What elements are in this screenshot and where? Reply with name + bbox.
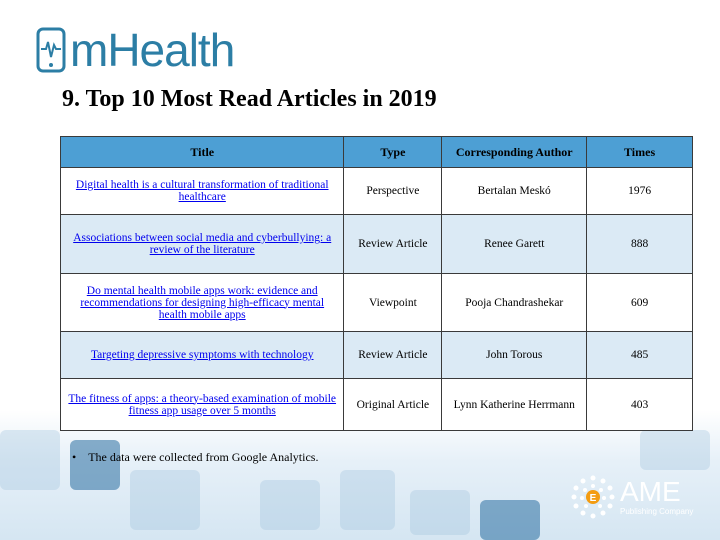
article-type: Viewpoint: [344, 274, 442, 332]
article-author: Pooja Chandrashekar: [442, 274, 587, 332]
article-type: Review Article: [344, 332, 442, 379]
publisher-subtitle: Publishing Company: [620, 507, 694, 516]
article-times: 888: [587, 215, 693, 274]
background-tile: [130, 470, 200, 530]
mhealth-logo: [36, 26, 234, 74]
background-tile: [410, 490, 470, 535]
article-title-cell: [61, 379, 344, 431]
bullet-glyph: •: [72, 450, 77, 464]
slide-title: 9. Top 10 Most Read Articles in 2019: [62, 86, 437, 112]
article-title-cell: [61, 168, 344, 215]
background-tile: [480, 500, 540, 540]
article-title-link[interactable]: Targeting depressive symptoms with technology: [90, 349, 314, 361]
article-title-cell: [61, 274, 344, 332]
background-tile: [260, 480, 320, 530]
column-header-type: Type: [344, 137, 442, 168]
ame-dots-icon: [570, 474, 616, 520]
svg-text:E: E: [589, 493, 597, 504]
article-title-link[interactable]: Digital health is a cultural transformation of traditional healthcare: [75, 179, 329, 203]
article-author: Bertalan Meskó: [442, 168, 587, 215]
column-header-title: Title: [61, 137, 344, 168]
column-header-author: Corresponding Author: [442, 137, 587, 168]
footnote-text: The data were collected from Google Analytics.: [88, 450, 319, 464]
article-type: Review Article: [344, 215, 442, 274]
article-title-cell: [61, 332, 344, 379]
table-row: [61, 168, 693, 215]
article-times: 403: [587, 379, 693, 431]
phone-heartbeat-icon: [36, 27, 66, 73]
article-type: Perspective: [344, 168, 442, 215]
article-title-link[interactable]: Do mental health mobile apps work: evidence and recommendations for designing high-efficacy mental health mobile apps: [80, 284, 325, 321]
background-tile: [0, 430, 60, 490]
article-times: 609: [587, 274, 693, 332]
table-row: [61, 332, 693, 379]
table-row: [61, 215, 693, 274]
background-tile: [70, 440, 120, 490]
table-row: [61, 379, 693, 431]
article-author: Renee Garett: [442, 215, 587, 274]
article-times: 485: [587, 332, 693, 379]
article-author: John Torous: [442, 332, 587, 379]
ame-logo: [570, 474, 693, 520]
background-tile: [640, 430, 710, 470]
article-type: Original Article: [344, 379, 442, 431]
table-row: [61, 274, 693, 332]
article-times: 1976: [587, 168, 693, 215]
article-title-link[interactable]: Associations between social media and cyberbullying: a review of the literature: [73, 232, 332, 256]
article-author: Lynn Katherine Herrmann: [442, 379, 587, 431]
column-header-times: Times: [587, 137, 693, 168]
table-header-row: [61, 137, 693, 168]
publisher-name: AME: [620, 476, 681, 507]
article-title-cell: [61, 215, 344, 274]
background-tile: [340, 470, 395, 530]
footnote: [72, 450, 318, 465]
articles-table: [60, 136, 693, 431]
article-title-link[interactable]: The fitness of apps: a theory-based examination of mobile fitness app usage over 5 months: [68, 392, 337, 417]
logo-text: mHealth: [70, 24, 235, 76]
